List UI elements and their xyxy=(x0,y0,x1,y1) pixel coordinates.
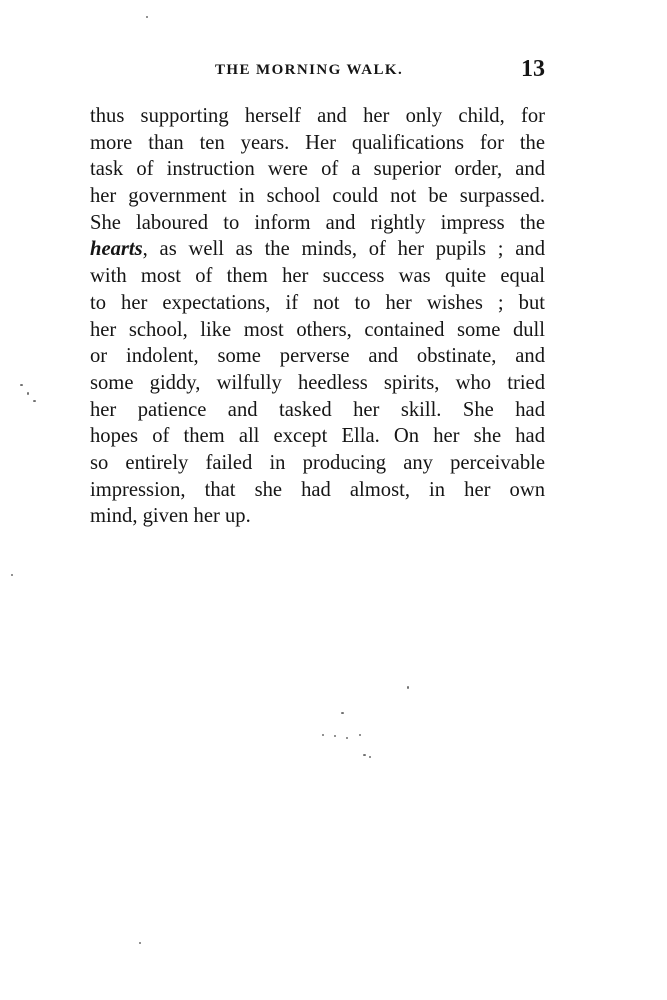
text-line-10: or indolent, some perverse and obstinate, and xyxy=(90,345,545,368)
text-line-14: so entirely failed in producing any perceivable xyxy=(90,451,545,474)
text-line-15: impression, that she had almost, in her own xyxy=(90,478,545,501)
text-line-12: her patience and tasked her skill. She had xyxy=(90,398,545,421)
running-header xyxy=(90,56,545,86)
text-line-13: hopes of them all except Ella. On her she had xyxy=(90,425,545,448)
speck xyxy=(20,384,23,386)
text-line-16: mind, given her up. xyxy=(90,505,251,528)
text-line-2: more than ten years. Her qualifications for the xyxy=(90,131,545,154)
text-line-8: to her expectations, if not to her wishes ; but xyxy=(90,291,545,314)
text-line-4: her government in school could not be surpassed. xyxy=(90,185,545,208)
speck xyxy=(346,737,348,739)
speck xyxy=(27,392,29,395)
speck xyxy=(139,942,141,944)
speck xyxy=(334,735,336,737)
page-number: 13 xyxy=(521,56,545,82)
speck xyxy=(363,754,366,756)
speck xyxy=(33,400,36,402)
speck xyxy=(341,712,344,714)
speck xyxy=(11,574,13,576)
speck xyxy=(359,734,361,736)
text-line-3: task of instruction were of a superior order, and xyxy=(90,158,545,181)
text-line-7: with most of them her success was quite equal xyxy=(90,265,545,288)
speck xyxy=(369,756,371,758)
body-text xyxy=(90,103,545,530)
text-line-9: her school, like most others, contained some dull xyxy=(90,318,545,341)
text-line-6: hearts, as well as the minds, of her pupils ; and xyxy=(90,238,545,261)
speck xyxy=(146,16,148,18)
text-line-11: some giddy, wilfully heedless spirits, who tried xyxy=(90,371,545,394)
speck xyxy=(407,686,409,689)
speck xyxy=(322,734,324,736)
italic-word: hearts xyxy=(90,238,143,261)
text-line-5: She laboured to inform and rightly impress the xyxy=(90,211,545,234)
running-title: THE MORNING WALK. xyxy=(215,62,404,78)
text-line-1: thus supporting herself and her only child, for xyxy=(90,105,545,127)
